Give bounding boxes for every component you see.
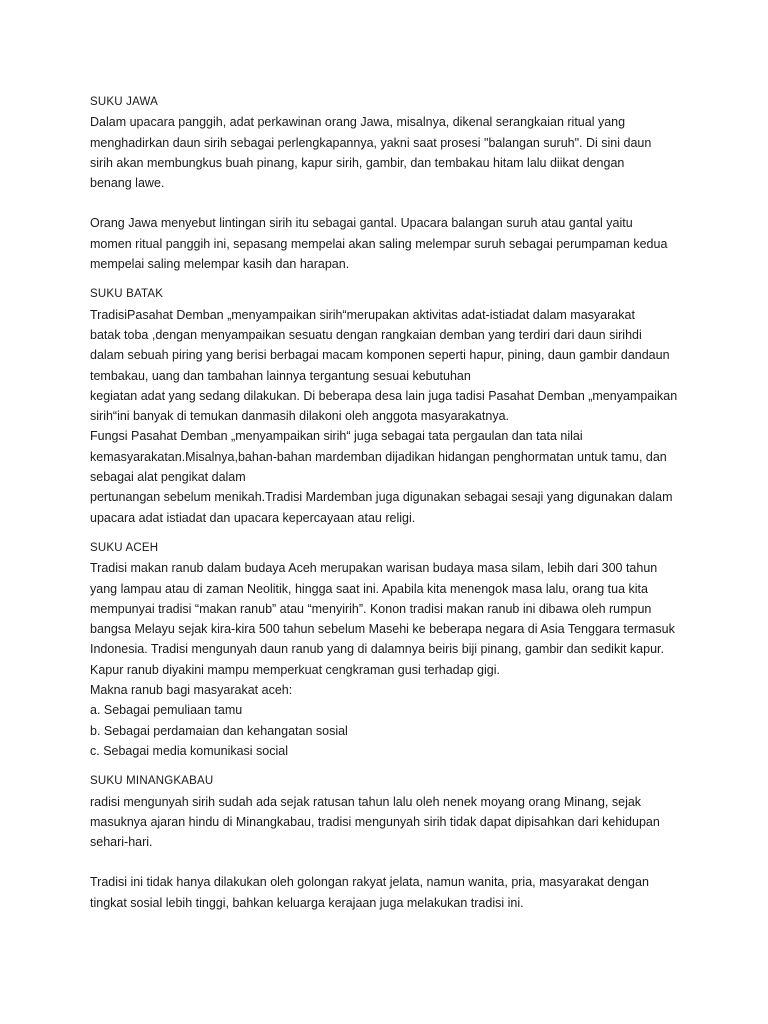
paragraph <box>90 792 690 853</box>
text-line: sebagai alat pengikat dalam <box>90 470 246 485</box>
section <box>90 538 690 761</box>
text-line: yang lampau atau di zaman Neolitik, hingga saat ini. Apabila kita menengok masa lalu, orang tua kita <box>90 581 648 596</box>
section-gap <box>90 274 690 284</box>
section <box>90 771 690 913</box>
text-line: kemasyarakatan.Misalnya,bahan-bahan mardemban dijadikan hidangan penghormatan untuk tamu, dan <box>90 449 667 464</box>
section-gap <box>90 761 690 771</box>
text-line: Fungsi Pasahat Demban „menyampaikan sirih“ juga sebagai tata pergaulan dan tata nilai <box>90 429 583 444</box>
text-line: TradisiPasahat Demban „menyampaikan sirih“merupakan aktivitas adat-istiadat dalam masyarakat <box>90 307 635 322</box>
text-line: kegiatan adat yang sedang dilakukan. Di beberapa desa lain juga tadisi Pasahat Demban „menyampaikan <box>90 388 678 403</box>
text-line: upacara adat istiadat dan upacara kepercayaan atau religi. <box>90 510 416 525</box>
text-line: masuknya ajaran hindu di Minangkabau, tradisi mengunyah sirih tidak dapat dipisahkan dari kehidupan <box>90 814 660 829</box>
text-line: tingkat sosial lebih tinggi, bahkan keluarga kerajaan juga melakukan tradisi ini. <box>90 895 524 910</box>
text-line: b. Sebagai perdamaian dan kehangatan sosial <box>90 723 348 738</box>
paragraph <box>90 213 690 274</box>
text-line: sehari-hari. <box>90 835 153 850</box>
text-line: sirih“ini banyak di temukan danmasih dilakoni oleh anggota masyarakatnya. <box>90 409 509 424</box>
text-line: Tradisi ini tidak hanya dilakukan oleh golongan rakyat jelata, namun wanita, pria, masyarakat dengan <box>90 875 649 890</box>
text-line: Dalam upacara panggih, adat perkawinan orang Jawa, misalnya, dikenal serangkaian ritual yang <box>90 115 626 130</box>
section <box>90 284 690 528</box>
section-heading: SUKU ACEH <box>90 541 159 554</box>
paragraph-gap <box>90 852 690 872</box>
section <box>90 92 690 274</box>
text-line: tembakau, uang dan tambahan lainnya tergantung sesuai kebutuhan <box>90 368 471 383</box>
text-line: Makna ranub bagi masyarakat aceh: <box>90 683 293 698</box>
text-line: batak toba ,dengan menyampaikan sesuatu dengan rangkaian demban yang terdiri dari daun sirihdi <box>90 327 642 342</box>
text-line: menghadirkan daun sirih sebagai perlengkapannya, yakni saat prosesi "balangan suruh". Di sini daun <box>90 135 652 150</box>
paragraph <box>90 305 690 528</box>
section-gap <box>90 528 690 538</box>
text-line: radisi mengunyah sirih sudah ada sejak ratusan tahun lalu oleh nenek moyang orang Minang, sejak <box>90 794 642 809</box>
paragraph <box>90 112 690 193</box>
text-line: sirih akan membungkus buah pinang, kapur sirih, gambir, dan tembakau hitam lalu diikat dengan <box>90 155 625 170</box>
paragraph <box>90 872 690 913</box>
section-heading: SUKU BATAK <box>90 288 164 301</box>
text-line: pertunangan sebelum menikah.Tradisi Mardemban juga digunakan sebagai sesaji yang digunakan dalam <box>90 490 673 505</box>
text-line: Tradisi makan ranub dalam budaya Aceh merupakan warisan budaya masa silam, lebih dari 300 tahun <box>90 561 658 576</box>
document-page <box>90 92 690 913</box>
text-line: Kapur ranub diyakini mampu memperkuat cengkraman gusi terhadap gigi. <box>90 662 500 677</box>
text-line: Orang Jawa menyebut lintingan sirih itu sebagai gantal. Upacara balangan suruh atau gantal yaitu <box>90 216 633 231</box>
section-heading: SUKU JAWA <box>90 96 159 108</box>
text-line: a. Sebagai pemuliaan tamu <box>90 703 243 718</box>
text-line: benang lawe. <box>90 176 165 191</box>
text-line: momen ritual panggih ini, sepasang mempelai akan saling melempar suruh sebagai perumpaman kedua <box>90 236 668 251</box>
text-line: mempunyai tradisi “makan ranub” atau “menyirih”. Konon tradisi makan ranub ini dibawa oleh rumpun <box>90 601 652 616</box>
text-line: dalam sebuah piring yang berisi berbagai macam komponen seperti hapur, pining, daun gambir dandaun <box>90 348 670 363</box>
paragraph-gap <box>90 193 690 213</box>
text-line: Indonesia. Tradisi mengunyah daun ranub yang di dalamnya beiris biji pinang, gambir dan sedikit kapur. <box>90 642 664 657</box>
section-heading: SUKU MINANGKABAU <box>90 775 214 788</box>
text-line: bangsa Melayu sejak kira-kira 500 tahun sebelum Masehi ke beberapa negara di Asia Tenggara termasuk <box>90 622 675 637</box>
text-line: c. Sebagai media komunikasi social <box>90 743 289 758</box>
text-line: mempelai saling melempar kasih dan harapan. <box>90 257 350 272</box>
paragraph <box>90 558 690 761</box>
